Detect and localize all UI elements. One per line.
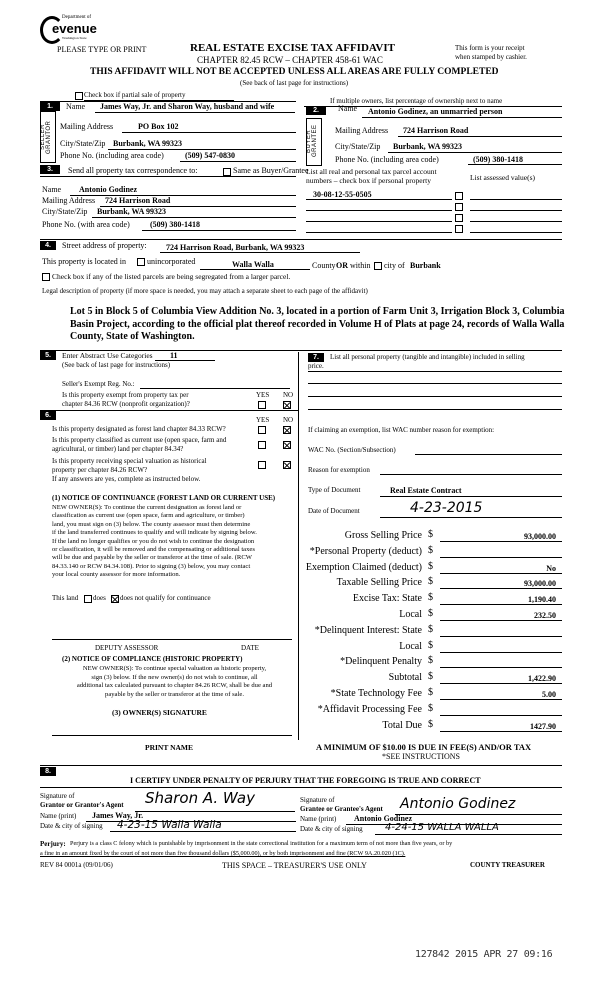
unincorporated-checkbox[interactable] [137,258,145,266]
current-use-q-a: Is this property classified as current use (open space, farm and [52,436,227,444]
buyer-name-value[interactable]: Antonio Godinez, an unmarried person [368,107,503,116]
doc-type-label: Type of Document [308,486,361,494]
tax-row-dollar: $ [428,608,433,619]
warning-text: THIS AFFIDAVIT WILL NOT BE ACCEPTED UNLESS ALL AREAS ARE FULLY COMPLETED [90,67,499,77]
exemption-claim-label: If claiming an exemption, list WAC number reason for exemption: [308,426,495,434]
recording-stamp: 127842 2015 APR 27 09:16 [415,949,553,960]
county-label: County [312,261,336,270]
seller-name-value[interactable]: James Way, Jr. and Sharon Way, husband and wife [100,102,275,111]
notice-compliance-title: (2) NOTICE OF COMPLIANCE (HISTORIC PROPERTY) [62,655,243,663]
segregated-checkbox[interactable] [42,273,50,281]
tax-row-dollar: $ [428,718,433,730]
tax-row-dollar: $ [428,576,433,588]
seller-phone-value[interactable]: (509) 547-0830 [185,151,235,160]
abstract-see-back: (See back of last page for instructions) [62,361,171,369]
multi-owner-note: If multiple owners, list percentage of ownership next to name [330,97,503,105]
receipt-note-2: when stamped by cashier. [455,53,527,61]
notice-compliance-body [52,665,297,699]
section-3-number: 3. [40,165,60,174]
grantor-sig-label: Signature of [40,792,75,800]
abstract-use-label: Enter Abstract Use Categories [62,351,153,360]
tax-row-value[interactable]: 232.50 [534,611,556,620]
reason-exemption-label: Reason for exemption [308,466,370,474]
grantor-name-print-label: Name (print) [40,812,77,820]
tax-row-label: *Personal Property (deduct) [309,545,422,557]
parcel-personal-checkbox-4[interactable] [455,225,463,233]
treasurer-use-only: THIS SPACE – TREASURER'S USE ONLY [222,861,367,870]
grantor-date-city[interactable]: 4-23-15 Walla Walla [117,819,222,831]
this-land-label: This land [52,594,79,602]
section-5-number: 5. [40,351,56,360]
seller-grantor-label: SELLER GRANTOR [40,120,52,154]
notice2-line: NEW OWNER(S): To continue special valuation as historic property, [82,665,267,672]
tax-row-line [440,715,562,716]
seller-name-label: Name [66,102,86,111]
tax-row-label: Total Due [382,719,422,731]
does-label: does [93,594,106,602]
nonprofit-q1: Is this property exempt from property tax per [62,391,189,399]
segregated-label: Check box if any of the listed parcels are being segregated from a larger parcel. [52,272,291,281]
legal-description-text[interactable]: Lot 5 in Block 5 of Columbia View Addition No. 3, located in a portion of Farm Unit 3, Irrigation Block 3, Columbia Basin Project, according to the official plat thereof recorded in Volume H of Plats at page 24, records of Walla Walla County, State of Washington. [70,306,565,342]
county-treasurer-label: COUNTY TREASURER [470,861,545,869]
grantee-agent-label: Grantee or Grantee's Agent [300,805,383,813]
deputy-assessor-label: DEPUTY ASSESSOR [95,644,159,652]
doc-date-label: Date of Document [308,507,360,515]
if-yes-note: If any answers are yes, complete as instructed below. [52,475,201,483]
perjury-text-2: a fine in an amount fixed by the court of not more than five thousand dollars ($5,000.00), or by both imprisonment and fine (RCW 9A.20.020 (1C). [40,850,406,857]
city-of-label: city of [384,261,405,270]
notice1-line: or classification, it will be removed and the compensating or additional taxes [52,546,255,554]
logo-word: evenue [52,21,97,36]
logo-line1: Department of [62,15,92,20]
seller-city-label: City/State/Zip [60,139,106,148]
tax-row-label: Taxable Selling Price [336,577,422,589]
perjury-label: Perjury: [40,840,66,848]
city-of-value[interactable]: Burbank [410,261,441,270]
seller-mailing-value[interactable]: PO Box 102 [138,122,179,131]
notice2-line: payable by the seller or transferor at the time of sale. [105,690,244,698]
perjury-text-1: Perjury is a class C felony which is punishable by imprisonment in the state correctional institution for a maximum term of not more than five years, or by [70,840,453,847]
notice-continuance-title: (1) NOTICE OF CONTINUANCE (FOREST LAND OR CURRENT USE) [52,494,276,502]
same-as-buyer-label: Same as Buyer/Grantee [233,166,309,175]
nonprofit-no-header: NO [283,391,294,399]
located-in-label: This property is located in [42,257,126,266]
parcel-label-2: numbers – check box if personal property [306,176,431,185]
receipt-note-1: This form is your receipt [455,44,525,52]
seller-exempt-label: Seller's Exempt Reg. No.: [62,380,135,388]
personal-property-label-2: price. [308,362,324,370]
section-7-number: 7. [308,353,324,362]
grantee-name-print-label: Name (print) [300,815,337,823]
tax-row-value[interactable]: 5.00 [542,690,556,699]
please-type: PLEASE TYPE OR PRINT [57,45,147,54]
tax-row-line [440,588,562,589]
tax-row-line [440,557,562,558]
tax-row-value[interactable]: 1427.90 [530,721,556,731]
tax-row-line [440,652,562,653]
notice1-line: NEW OWNER(S): To continue the current designation as forest land or [52,504,242,511]
section-6-number: 6. [40,411,56,420]
seller-city-value[interactable]: Burbank, WA 99323 [113,139,182,148]
tax-correspondence-label: Send all property tax correspondence to: [68,166,198,175]
form-revision: REV 84 0001a (09/01/06) [40,861,113,869]
nonprofit-q2: chapter 84.36 RCW (nonprofit organization)? [62,400,190,408]
notice1-line: 84.33.140 or RCW 84.34.108). Prior to signing (3) below, you may contact [52,562,251,570]
doc-date-value[interactable]: 4-23-2015 [410,500,483,516]
grantee-date-city[interactable]: 4-24-15 WALLA WALLA [385,822,499,833]
county-value[interactable]: Walla Walla [232,260,274,269]
form-title: REAL ESTATE EXCISE TAX AFFIDAVIT [190,42,395,54]
tax-calculation-table [300,530,562,730]
logo-line3: Washington State [62,36,87,40]
corr-city-value[interactable]: Burbank, WA 99323 [97,207,166,216]
grantee-date-city-label: Date & city of signing [300,825,363,833]
forest-land-no-checkbox[interactable] [283,426,291,434]
section-1-number: 1. [40,102,60,111]
tax-row-line [440,667,562,668]
tax-row-dollar: $ [428,623,433,635]
forest-land-q: Is this property designated as forest land chapter 84.33 RCW? [52,425,226,433]
street-address-value[interactable]: 724 Harrison Road, Burbank, WA 99323 [166,243,305,252]
tax-row-label: Exemption Claimed (deduct) [305,561,422,573]
tax-row-value[interactable]: No [546,563,556,573]
parcel-personal-checkbox-3[interactable] [455,214,463,222]
notice2-line: additional tax calculated pursuant to chapter 84.26 RCW, shall be due and [76,682,273,689]
assessor-date-label: DATE [241,644,259,652]
within-city-checkbox[interactable] [374,262,382,270]
tax-row-line [440,731,562,732]
tax-row-label: Subtotal [388,672,422,684]
buyer-city-value[interactable]: Burbank, WA 99323 [393,142,462,151]
notice1-line: If the land no longer qualifies or you do not wish to continue the designation [52,537,255,545]
tax-row-dollar: $ [428,592,433,604]
doc-type-value[interactable]: Real Estate Contract [390,486,462,495]
grantee-sig-label: Signature of [300,796,335,804]
section-4-number: 4. [40,241,56,250]
tax-row-label: Local [399,640,422,652]
current-use-yes-checkbox[interactable] [258,441,266,449]
see-instructions-note: *SEE INSTRUCTIONS [382,752,461,761]
grantor-signature[interactable]: Sharon A. Way [145,789,255,807]
buyer-phone-value[interactable]: (509) 380-1418 [473,155,523,164]
forest-land-yes-checkbox[interactable] [258,426,266,434]
or-word: OR [336,261,348,270]
notice-continuance-body [52,504,297,580]
corr-phone-label: Phone No. (with area code) [42,220,130,229]
grantor-name-print[interactable]: James Way, Jr. [92,811,144,820]
historic-yes-checkbox[interactable] [258,461,266,469]
buyer-name-label: Name [338,104,358,113]
tax-row-dollar: $ [428,655,433,667]
notice1-line: if the land transferred continues to qualify and will indicate by signing below. [52,529,257,537]
tax-row-label: *Delinquent Interest: State [314,624,422,636]
grantor-date-city-label: Date & city of signing [40,822,103,830]
does-not-label: does not qualify for continuance [120,594,211,602]
tax-row-dollar: $ [428,671,433,683]
historic-no-checkbox[interactable] [283,461,291,469]
assessed-value-label: List assessed value(s) [470,173,535,182]
buyer-grantee-label: BUYER GRANTEE [306,124,318,158]
notice1-line: your local county assessor for more information. [52,571,181,579]
corr-mailing-label: Mailing Address [42,196,96,205]
parcel-number-value[interactable]: 30-08-12-55-0505 [313,190,372,199]
sec6-yes-header: YES [256,416,270,424]
minimum-due-note: A MINIMUM OF $10.00 IS DUE IN FEE(S) AND/OR TAX [316,742,532,752]
parcel-personal-checkbox-2[interactable] [455,203,463,211]
chapter-ref: CHAPTER 82.45 RCW – CHAPTER 458-61 WAC [197,55,383,65]
tax-row-line [440,636,562,637]
corr-name-value[interactable]: Antonio Godinez [79,185,138,194]
tax-row-label: Local [399,609,422,620]
buyer-city-label: City/State/Zip [335,142,381,151]
corr-city-label: City/State/Zip [42,207,88,216]
tax-row-value[interactable]: 93,000.00 [524,579,556,589]
corr-phone-value[interactable]: (509) 380-1418 [150,220,200,229]
seller-mailing-label: Mailing Address [60,122,114,131]
buyer-phone-label: Phone No. (including area code) [335,155,439,164]
tax-row-dollar: $ [428,702,433,714]
nonprofit-yes-header: YES [256,391,270,399]
grantee-signature[interactable]: Antonio Godinez [400,796,516,812]
corr-mailing-value[interactable]: 724 Harrison Road [105,196,171,205]
buyer-mailing-value[interactable]: 724 Harrison Road [403,126,469,135]
legal-description-label: Legal description of property (if more space is needed, you may attach a separate sheet to each page of the affidavit) [42,287,368,295]
tax-row-label: Gross Selling Price [344,530,422,541]
street-address-label: Street address of property: [62,241,147,250]
owner-signature-label: (3) OWNER(S) SIGNATURE [112,708,207,717]
historic-q-b: property per chapter 84.26 RCW? [52,466,148,474]
tax-row-dollar: $ [428,529,433,540]
grantee-name-print[interactable]: Antonio Godinez [354,814,413,823]
tax-row-label: *Affidavit Processing Fee [317,703,422,715]
tax-row-line [440,541,562,542]
section-2-number: 2. [306,106,326,115]
tax-row-dollar: $ [428,560,433,572]
parcel-personal-checkbox-1[interactable] [455,192,463,200]
certify-statement: I CERTIFY UNDER PENALTY OF PERJURY THAT THE FOREGOING IS TRUE AND CORRECT [130,776,481,785]
tax-row-line [440,620,562,621]
nonprofit-no-checkbox[interactable] [283,401,291,409]
within-label: within [350,261,371,270]
notice1-line: classification as current use (open space, farm and agriculture, or timber) [52,512,245,520]
tax-row-value[interactable]: 93,000.00 [524,532,556,541]
see-back-header: (See back of last page for instructions) [240,79,349,87]
notice1-line: will be due and payable by the seller or transferor at the time of sale. (RCW [52,554,252,562]
current-use-no-checkbox[interactable] [283,441,291,449]
unincorporated-label: unincorporated [147,257,196,266]
notice1-line: land, you must sign on (3) below. The county assessor must then determine [52,520,251,528]
print-name-label: PRINT NAME [145,743,193,752]
grantor-agent-label: Grantor or Grantor's Agent [40,801,124,809]
partial-sale-label: Check box if partial sale of property [84,91,186,99]
tax-row-line [440,683,562,684]
corr-name-label: Name [42,185,62,194]
tax-row-line [440,604,562,605]
tax-row-line [440,699,562,700]
wac-no-label: WAC No. (Section/Subsection) [308,446,396,454]
seller-phone-label: Phone No. (including area code) [60,151,164,160]
section-8-number: 8. [40,767,56,776]
tax-row-value[interactable]: 1,190.40 [528,595,556,605]
dor-logo [40,12,100,42]
tax-row-value[interactable]: 1,422.90 [528,674,556,684]
sec6-no-header: NO [283,416,294,424]
tax-row-dollar: $ [428,687,433,698]
personal-property-label-1: List all personal property (tangible and intangible) included in selling [330,353,525,361]
parcel-label-1: List all real and personal tax parcel account [306,167,437,176]
notice2-line: sign (3) below. If the new owner(s) do not wish to continue, all [91,673,258,681]
tax-row-label: Excise Tax: State [352,593,422,605]
tax-row-label: *Delinquent Penalty [340,656,422,668]
land-does-not-checkbox[interactable] [111,595,119,603]
tax-row-line [440,573,562,574]
same-as-buyer-checkbox[interactable] [223,168,231,176]
buyer-mailing-label: Mailing Address [335,126,389,135]
historic-q-a: Is this property receiving special valuation as historical [52,457,207,465]
current-use-q-b: agricultural, or timber) land per chapter 84.34? [52,445,184,453]
tax-row-dollar: $ [428,544,433,556]
abstract-use-value[interactable]: 11 [170,351,178,360]
partial-sale-checkbox[interactable] [75,92,83,100]
nonprofit-yes-checkbox[interactable] [258,401,266,409]
land-does-checkbox[interactable] [84,595,92,603]
tax-row-dollar: $ [428,639,433,651]
tax-row-label: *State Technology Fee [330,688,422,699]
